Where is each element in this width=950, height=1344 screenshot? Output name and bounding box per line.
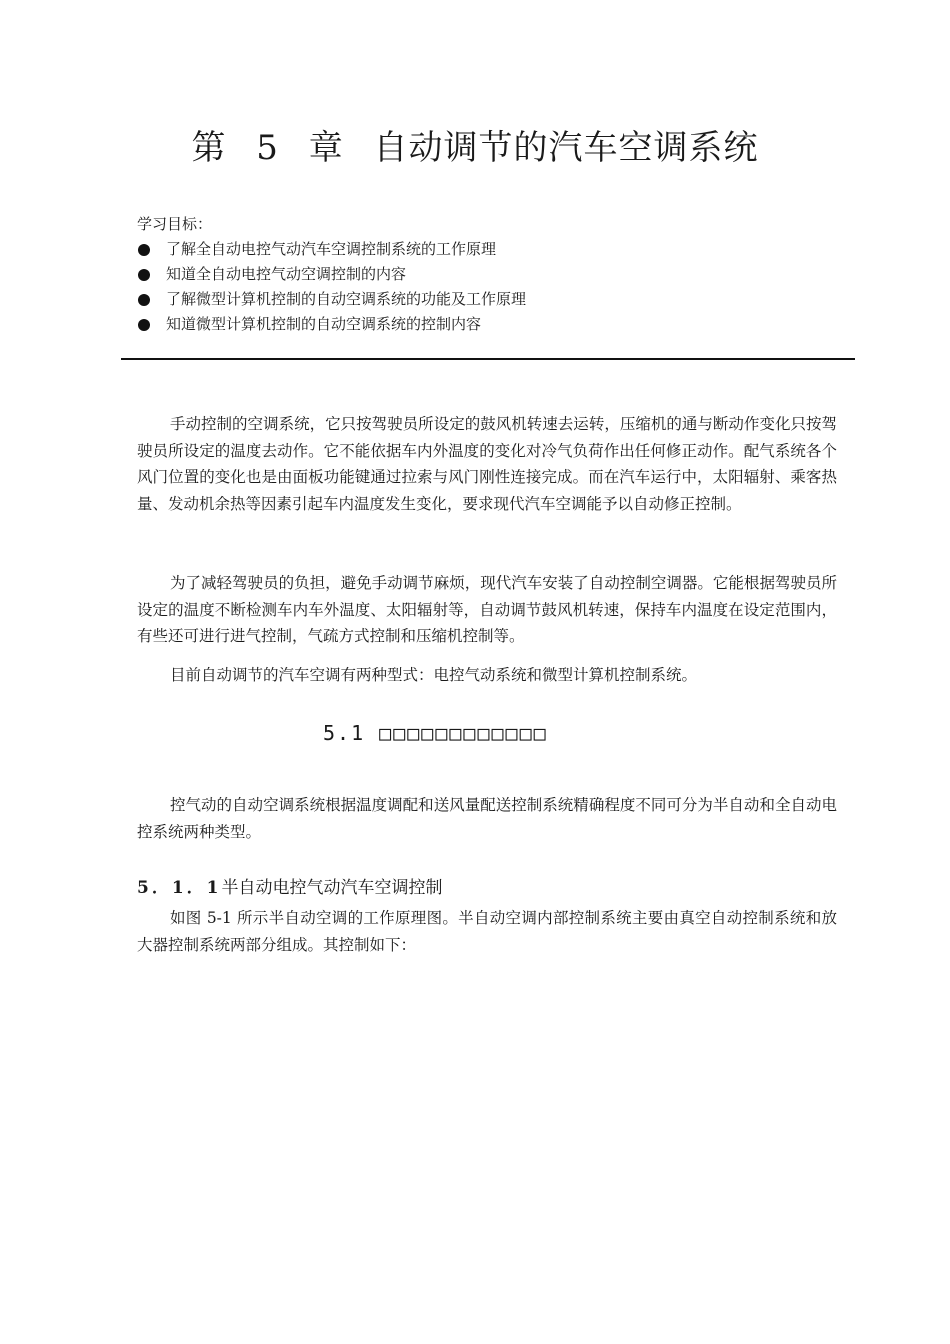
body-paragraph: 目前自动调节的汽车空调有两种型式：电控气动系统和微型计算机控制系统。	[170, 666, 698, 684]
body-paragraph: 如图 5-1 所示半自动空调的工作原理图。半自动空调内部控制系统主要由真空自动控制系统和放大器控制系统两部分组成。其控制如下：	[137, 909, 837, 954]
objective-text: 知道全自动电控气动空调控制的内容	[166, 265, 407, 283]
objective-text: 知道微型计算机控制的自动空调系统的控制内容	[166, 315, 482, 333]
subsection-heading	[137, 875, 443, 901]
objectives-label: 学习目标：	[137, 215, 213, 233]
body-paragraph: 为了减轻驾驶员的负担，避免手动调节麻烦，现代汽车安装了自动控制空调器。它能根据驾驶员所设定的温度不断检测车内车外温度、太阳辐射等，自动调节鼓风机转速，保持车内温度在设定范围内，有些还可进行进气控制，气疏方式控制和压缩机控制等。	[137, 574, 837, 645]
bullet-icon	[138, 269, 150, 281]
chapter-title: 第 5 章 自动调节的汽车空调系统	[191, 128, 759, 168]
objective-text: 了解微型计算机控制的自动空调系统的功能及工作原理	[166, 290, 527, 308]
body-paragraph: 手动控制的空调系统，它只按驾驶员所设定的鼓风机转速去运转，压缩机的通与断动作变化只按驾驶员所设定的温度去动作。它不能依据车内外温度的变化对冷气负荷作出任何修正动作。配气系统各个风门位置的变化也是由面板功能键通过拉索与风门刚性连接完成。而在汽车运行中，太阳辐射、乘客热量、发动机余热等因素引起车内温度发生变化，要求现代汽车空调能予以自动修正控制。	[137, 415, 837, 513]
horizontal-divider	[121, 358, 855, 360]
objective-item	[137, 237, 837, 262]
learning-objectives	[137, 212, 837, 337]
subsection-number: 5．1．1	[137, 878, 222, 898]
objective-text: 了解全自动电控气动汽车空调控制系统的工作原理	[166, 240, 497, 258]
section-heading: 5.1 □□□□□□□□□□□□	[323, 721, 548, 745]
bullet-icon	[138, 244, 150, 256]
body-paragraph: 控气动的自动空调系统根据温度调配和送风量配送控制系统精确程度不同可分为半自动和全自动电控系统两种类型。	[137, 796, 837, 841]
objective-item	[137, 312, 837, 337]
bullet-icon	[138, 294, 150, 306]
bullet-icon	[138, 319, 150, 331]
subsection-title: 半自动电控气动汽车空调控制	[221, 878, 443, 898]
objective-item	[137, 287, 837, 312]
objective-item	[137, 262, 837, 287]
